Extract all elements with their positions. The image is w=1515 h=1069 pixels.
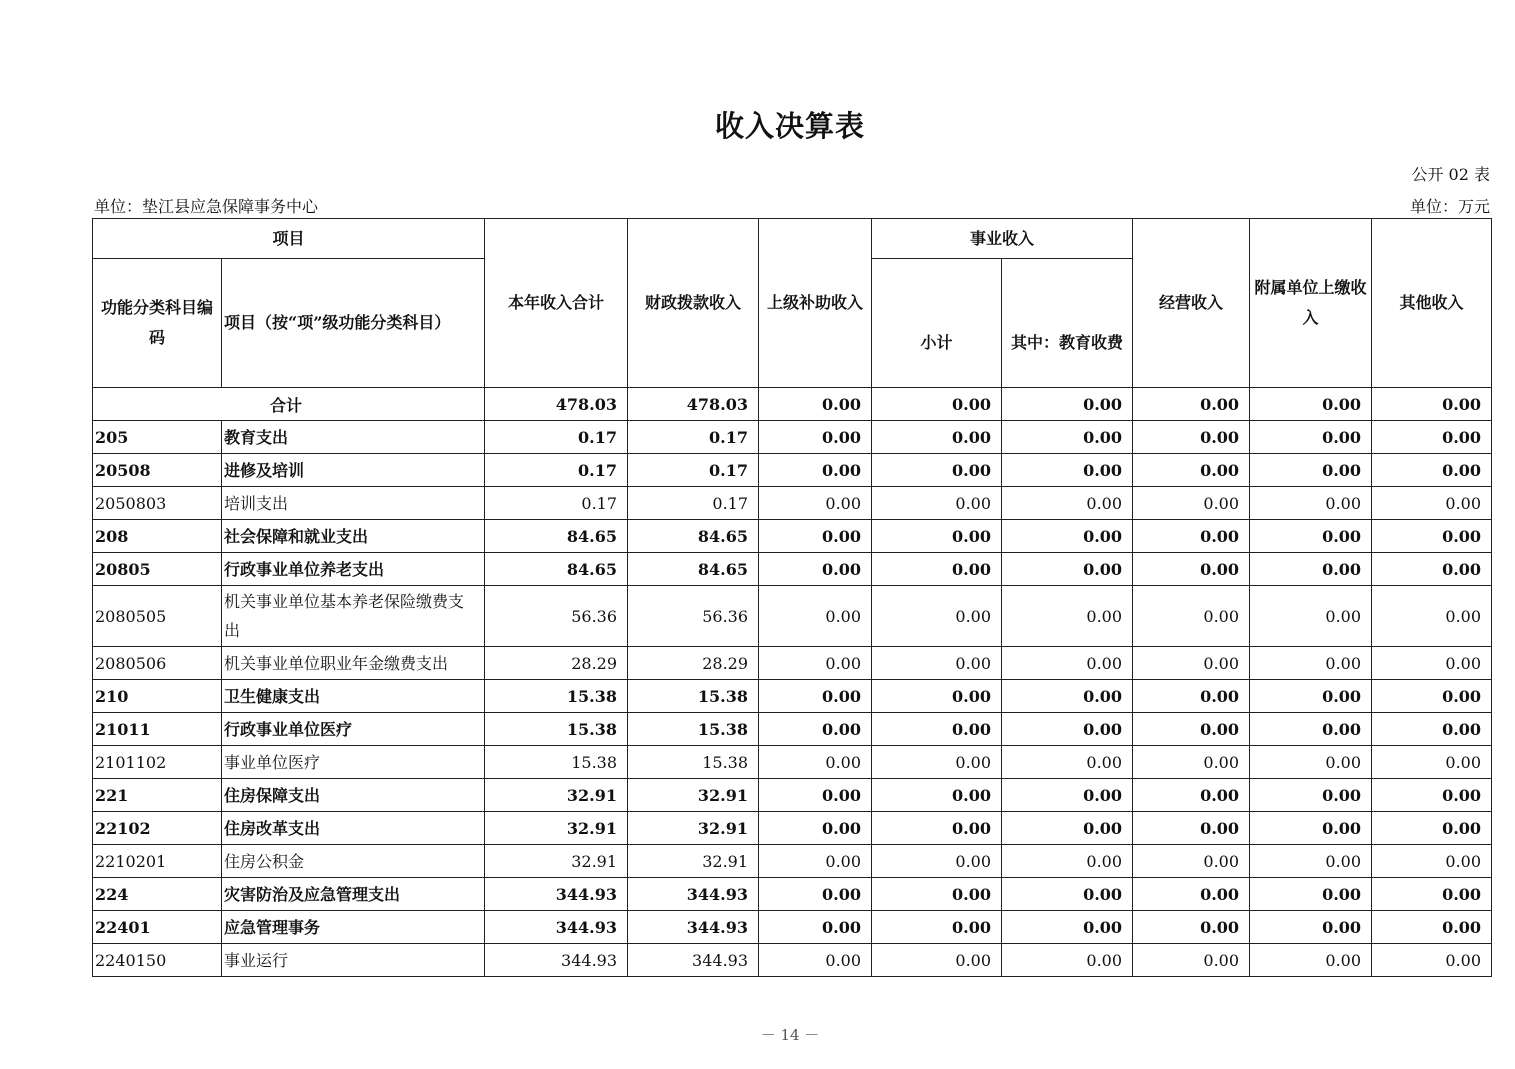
row-name: 住房保障支出 [222,779,485,812]
row-value: 0.00 [1133,779,1250,812]
row-value: 15.38 [485,680,628,713]
row-value: 0.00 [872,746,1002,779]
row-value: 0.00 [1002,421,1133,454]
row-value: 344.93 [628,944,759,977]
row-value: 0.00 [1133,647,1250,680]
table-row [93,845,1492,878]
total-value: 478.03 [485,388,628,421]
row-value: 0.00 [759,845,872,878]
row-value: 0.00 [1133,845,1250,878]
row-value: 0.00 [1250,553,1372,586]
table-row [93,454,1492,487]
row-value: 0.00 [759,586,872,647]
row-value: 0.00 [759,779,872,812]
row-name: 教育支出 [222,421,485,454]
table-row [93,944,1492,977]
row-value: 32.91 [628,845,759,878]
header-total: 本年收入合计 [485,219,628,388]
row-value: 0.00 [872,944,1002,977]
row-value: 0.00 [1002,520,1133,553]
header-code: 功能分类科目编码 [93,259,222,388]
row-value: 0.00 [759,713,872,746]
row-value: 0.00 [1372,553,1492,586]
row-value: 0.00 [1372,911,1492,944]
row-value: 0.00 [1250,878,1372,911]
unit-currency: 单位：万元 [1409,197,1490,216]
row-value: 0.00 [1250,421,1372,454]
table-row [93,779,1492,812]
row-value: 0.00 [1002,713,1133,746]
header-project: 项目 [93,219,485,259]
row-value: 0.00 [1002,845,1133,878]
table-row [93,812,1492,845]
row-value: 0.00 [759,812,872,845]
row-value: 0.00 [1133,713,1250,746]
row-code: 2080506 [93,647,222,680]
row-code: 205 [93,421,222,454]
row-code: 2101102 [93,746,222,779]
row-value: 0.00 [1250,713,1372,746]
row-value: 344.93 [485,911,628,944]
unit-organization: 单位：垫江县应急保障事务中心 [94,197,319,216]
row-value: 0.00 [1002,779,1133,812]
row-value: 0.00 [1133,944,1250,977]
row-name: 事业单位医疗 [222,746,485,779]
row-value: 0.00 [872,911,1002,944]
row-value: 0.00 [1002,487,1133,520]
row-value: 0.00 [1250,520,1372,553]
row-value: 32.91 [485,779,628,812]
row-value: 0.00 [1002,911,1133,944]
row-value: 0.00 [1002,553,1133,586]
row-value: 32.91 [628,812,759,845]
row-name: 培训支出 [222,487,485,520]
row-value: 0.00 [1372,520,1492,553]
row-value: 0.00 [1250,779,1372,812]
row-value: 0.00 [759,454,872,487]
total-value: 0.00 [1133,388,1250,421]
page-number: － 14 － [760,1026,820,1044]
total-value: 0.00 [1250,388,1372,421]
row-value: 344.93 [628,878,759,911]
row-value: 0.17 [628,454,759,487]
row-value: 0.00 [759,553,872,586]
row-value: 0.00 [1133,487,1250,520]
row-code: 2050803 [93,487,222,520]
row-name: 事业运行 [222,944,485,977]
row-value: 0.00 [759,911,872,944]
header-business-group: 事业收入 [872,219,1133,259]
row-value: 0.00 [1133,520,1250,553]
row-code: 22102 [93,812,222,845]
row-value: 0.00 [1250,487,1372,520]
row-value: 0.00 [759,944,872,977]
row-value: 28.29 [485,647,628,680]
table-row [93,680,1492,713]
header-other: 其他收入 [1372,219,1492,388]
row-value: 0.00 [1002,454,1133,487]
row-value: 0.00 [1372,845,1492,878]
total-label: 合计 [93,388,485,421]
row-value: 0.00 [759,520,872,553]
income-table [92,218,1492,977]
page-title: 收入决算表 [714,109,865,143]
row-value: 15.38 [485,713,628,746]
row-value: 0.00 [1250,647,1372,680]
total-value: 0.00 [759,388,872,421]
row-value: 0.00 [1002,746,1133,779]
row-value: 0.00 [1250,845,1372,878]
row-name: 机关事业单位职业年金缴费支出 [222,647,485,680]
row-value: 0.00 [1372,454,1492,487]
row-value: 0.00 [1372,713,1492,746]
header-fiscal: 财政拨款收入 [628,219,759,388]
row-value: 0.17 [628,487,759,520]
row-name: 住房改革支出 [222,812,485,845]
row-value: 15.38 [628,680,759,713]
row-value: 0.00 [872,647,1002,680]
row-value: 0.00 [872,553,1002,586]
row-name: 机关事业单位基本养老保险缴费支出 [222,586,485,647]
row-value: 0.00 [872,779,1002,812]
row-value: 0.00 [1133,878,1250,911]
total-value: 0.00 [1372,388,1492,421]
row-value: 32.91 [485,845,628,878]
row-value: 0.00 [872,713,1002,746]
header-subtotal: 小计 [872,259,1002,388]
row-value: 0.00 [1133,553,1250,586]
table-row [93,553,1492,586]
row-name: 灾害防治及应急管理支出 [222,878,485,911]
row-value: 0.00 [1133,680,1250,713]
row-value: 0.00 [759,746,872,779]
row-value: 0.00 [872,845,1002,878]
row-value: 0.00 [1133,421,1250,454]
row-value: 0.00 [759,680,872,713]
row-value: 0.00 [1133,812,1250,845]
row-value: 0.00 [1002,812,1133,845]
row-value: 0.00 [1372,746,1492,779]
row-value: 0.00 [872,487,1002,520]
row-value: 0.00 [1002,878,1133,911]
row-value: 0.00 [759,878,872,911]
row-value: 0.00 [1372,812,1492,845]
row-value: 0.00 [1002,647,1133,680]
header-affiliated: 附属单位上缴收入 [1250,219,1372,388]
row-name: 卫生健康支出 [222,680,485,713]
row-value: 56.36 [485,586,628,647]
header-edu-fee: 其中：教育收费 [1002,259,1133,388]
row-value: 0.00 [872,520,1002,553]
row-value: 0.00 [1002,680,1133,713]
row-value: 0.00 [1250,911,1372,944]
row-code: 224 [93,878,222,911]
row-value: 32.91 [485,812,628,845]
row-name: 行政事业单位医疗 [222,713,485,746]
row-value: 0.00 [872,421,1002,454]
row-value: 0.00 [1250,680,1372,713]
row-value: 0.00 [872,878,1002,911]
total-value: 0.00 [1002,388,1133,421]
table-row [93,746,1492,779]
row-value: 0.00 [1372,647,1492,680]
row-value: 32.91 [628,779,759,812]
row-value: 15.38 [628,746,759,779]
row-name: 住房公积金 [222,845,485,878]
row-value: 84.65 [485,553,628,586]
row-value: 0.00 [1133,586,1250,647]
table-row [93,878,1492,911]
total-row [93,388,1492,421]
table-row [93,421,1492,454]
row-value: 0.00 [1250,586,1372,647]
row-value: 0.00 [1250,746,1372,779]
row-value: 84.65 [628,553,759,586]
row-value: 0.00 [1372,878,1492,911]
row-value: 0.00 [1372,944,1492,977]
row-code: 20508 [93,454,222,487]
table-row [93,713,1492,746]
table-row [93,487,1492,520]
header-superior: 上级补助收入 [759,219,872,388]
row-value: 0.17 [485,487,628,520]
row-value: 0.00 [1250,454,1372,487]
row-name: 应急管理事务 [222,911,485,944]
row-value: 0.00 [1372,421,1492,454]
row-value: 0.17 [485,454,628,487]
row-name: 行政事业单位养老支出 [222,553,485,586]
table-row [93,647,1492,680]
table-row [93,586,1492,647]
row-value: 0.00 [1133,454,1250,487]
row-value: 15.38 [628,713,759,746]
header-operating: 经营收入 [1133,219,1250,388]
total-value: 478.03 [628,388,759,421]
row-value: 0.00 [1372,487,1492,520]
row-value: 344.93 [485,878,628,911]
row-code: 210 [93,680,222,713]
row-value: 0.00 [1250,812,1372,845]
row-code: 22401 [93,911,222,944]
row-code: 21011 [93,713,222,746]
row-value: 0.17 [628,421,759,454]
row-value: 344.93 [628,911,759,944]
row-value: 0.00 [759,421,872,454]
row-value: 344.93 [485,944,628,977]
row-value: 15.38 [485,746,628,779]
row-code: 2240150 [93,944,222,977]
row-code: 221 [93,779,222,812]
row-value: 0.00 [1372,586,1492,647]
table-row [93,520,1492,553]
row-code: 20805 [93,553,222,586]
row-value: 0.00 [759,487,872,520]
row-value: 0.00 [872,812,1002,845]
row-code: 208 [93,520,222,553]
row-value: 0.00 [872,586,1002,647]
row-value: 84.65 [485,520,628,553]
row-value: 0.00 [1250,944,1372,977]
row-value: 56.36 [628,586,759,647]
table-number: 公开 02 表 [1411,165,1490,184]
row-value: 0.00 [1002,944,1133,977]
row-value: 0.17 [485,421,628,454]
table-row [93,911,1492,944]
row-value: 0.00 [872,454,1002,487]
row-value: 0.00 [1133,746,1250,779]
row-value: 0.00 [1372,779,1492,812]
row-code: 2210201 [93,845,222,878]
row-value: 0.00 [759,647,872,680]
row-value: 0.00 [1133,911,1250,944]
header-item: 项目（按“项”级功能分类科目） [222,259,485,388]
row-value: 28.29 [628,647,759,680]
row-name: 进修及培训 [222,454,485,487]
row-value: 0.00 [1372,680,1492,713]
total-value: 0.00 [872,388,1002,421]
row-value: 0.00 [1002,586,1133,647]
row-value: 0.00 [872,680,1002,713]
row-value: 84.65 [628,520,759,553]
row-name: 社会保障和就业支出 [222,520,485,553]
row-code: 2080505 [93,586,222,647]
